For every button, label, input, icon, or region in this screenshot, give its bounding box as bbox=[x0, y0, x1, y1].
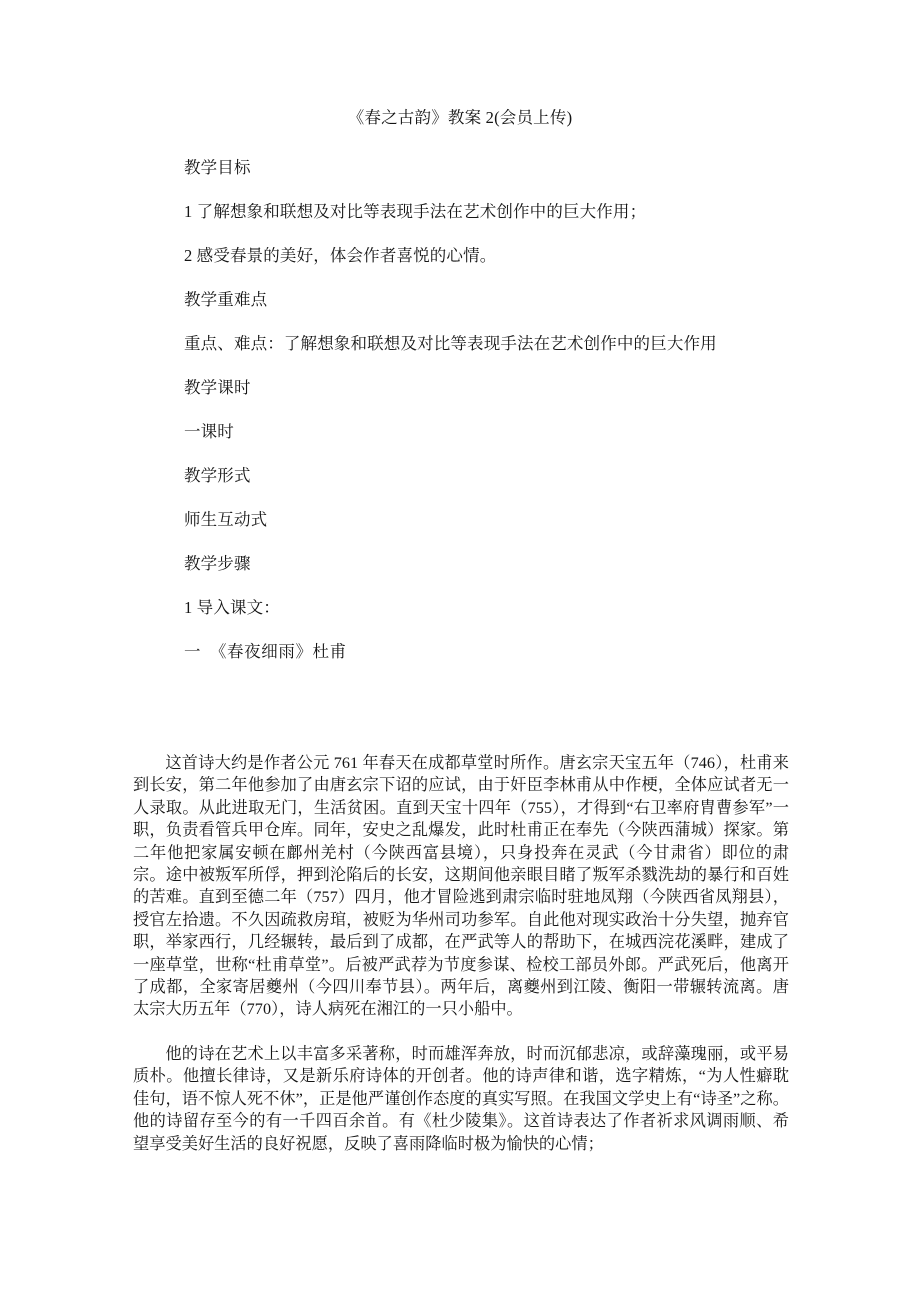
objective-item-2: 2 感受春景的美好，体会作者喜悦的心情。 bbox=[184, 246, 497, 265]
periods-body: 一课时 bbox=[184, 422, 234, 441]
body-content bbox=[133, 752, 789, 1155]
section-heading-periods: 教学课时 bbox=[184, 378, 251, 397]
paragraph-du-fu-art-style: 他的诗在艺术上以丰富多采著称，时而雄浑奔放，时而沉郁悲凉，或辞藻瑰丽，或平易质朴。他擅长律诗，又是新乐府诗体的开创者。他的诗声律和谐，选字精炼，“为人性癖耽佳句，语不惊人死不休”，正是他严谨创作态度的真实写照。在我国文学史上有“诗圣”之称。他的诗留存至今的有一千四百余首。有《杜少陵集》。这首诗表达了作者祈求风调雨顺、希望享受美好生活的良好祝愿，反映了喜雨降临时极为愉快的心情； bbox=[133, 1044, 789, 1153]
key-points-body: 重点、难点：了解想象和联想及对比等表现手法在艺术创作中的巨大作用 bbox=[184, 334, 717, 353]
outline-section bbox=[184, 158, 824, 686]
objective-item-1: 1 了解想象和联想及对比等表现手法在艺术创作中的巨大作用； bbox=[184, 202, 647, 221]
section-heading-key-points: 教学重难点 bbox=[184, 290, 268, 309]
step-item-1: 1 导入课文： bbox=[184, 598, 280, 617]
section-heading-steps: 教学步骤 bbox=[184, 554, 251, 573]
poem-subheading-one: 一 《春夜细雨》杜甫 bbox=[184, 642, 347, 661]
format-body: 师生互动式 bbox=[184, 510, 268, 529]
section-heading-format: 教学形式 bbox=[184, 466, 251, 485]
section-heading-objectives: 教学目标 bbox=[184, 158, 251, 177]
page-title: 《春之古韵》教案 2(会员上传) bbox=[347, 108, 573, 127]
paragraph-du-fu-biography: 这首诗大约是作者公元 761 年春天在成都草堂时所作。唐玄宗天宝五年（746），杜甫来到长安，第二年他参加了由唐玄宗下诏的应试，由于奸臣李林甫从中作梗，全体应试者无一人录取。从此进取无门，生活贫困。直到天宝十四年（755），才得到“右卫率府胄曹参军”一职，负责看管兵甲仓库。同年，安史之乱爆发，此时杜甫正在奉先（今陕西蒲城）探家。第二年他把家属安顿在鄜州羌村（今陕西富县境），只身投奔在灵武（今甘肃省）即位的肃宗。途中被叛军所俘，押到沦陷后的长安，这期间他亲眼目睹了叛军杀戮洗劫的暴行和百姓的苦难。直到至德二年（757）四月，他才冒险逃到肃宗临时驻地凤翔（今陕西省凤翔县），授官左拾遗。不久因疏救房琯，被贬为华州司功参军。自此他对现实政治十分失望，抛弃官职，举家西行，几经辗转，最后到了成都，在严武等人的帮助下，在城西浣花溪畔，建成了一座草堂，世称“杜甫草堂”。后被严武荐为节度参谋、检校工部员外郎。严武死后，他离开了成都，全家寄居夔州（今四川奉节县）。两年后，离夔州到江陵、衡阳一带辗转流离。唐太宗大历五年（770），诗人病死在湘江的一只小船中。 bbox=[133, 754, 789, 1019]
